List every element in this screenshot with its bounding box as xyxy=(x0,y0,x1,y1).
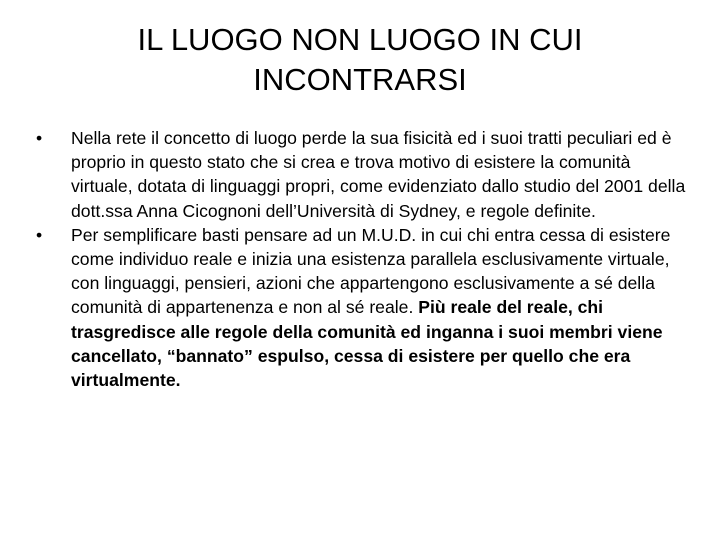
bullet-text-1: Nella rete il concetto di luogo perde la sua fisicità ed i suoi tratti peculiari ed è proprio in questo stato che si crea e trova motivo di esistere la comunità virtuale, dotata di linguaggi propri, come evidenziato dallo studio del 2001 della dott.ssa Anna Cicognoni dell’Università di Sydney, e regole definite. xyxy=(71,128,686,221)
bullet-item-1 xyxy=(36,126,691,223)
bullet-text-2: Per semplificare basti pensare ad un M.U.D. in cui chi entra cessa di esistere come individuo reale e inizia una esistenza parallela esclusivamente virtuale, con linguaggi, pensieri, azioni che appartengono esclusivamente a sé della comunità di appartenenza e non al sé reale. xyxy=(71,224,671,318)
bullet-item-2 xyxy=(36,223,691,392)
bullet-text-2-bold: Più reale del reale, chi trasgredisce alle regole della comunità ed inganna i suoi membri viene cancellato, “bannato” espulso, cessa di esistere per quello che era virtualmente. xyxy=(71,297,663,391)
bullet-list xyxy=(36,126,691,392)
slide-title-line-1: IL LUOGO NON LUOGO IN CUI xyxy=(137,22,583,57)
bullet-icon: • xyxy=(36,224,43,245)
slide-title-line-2: INCONTRARSI xyxy=(253,62,467,97)
bullet-icon: • xyxy=(36,128,43,148)
slide-title xyxy=(40,20,680,100)
